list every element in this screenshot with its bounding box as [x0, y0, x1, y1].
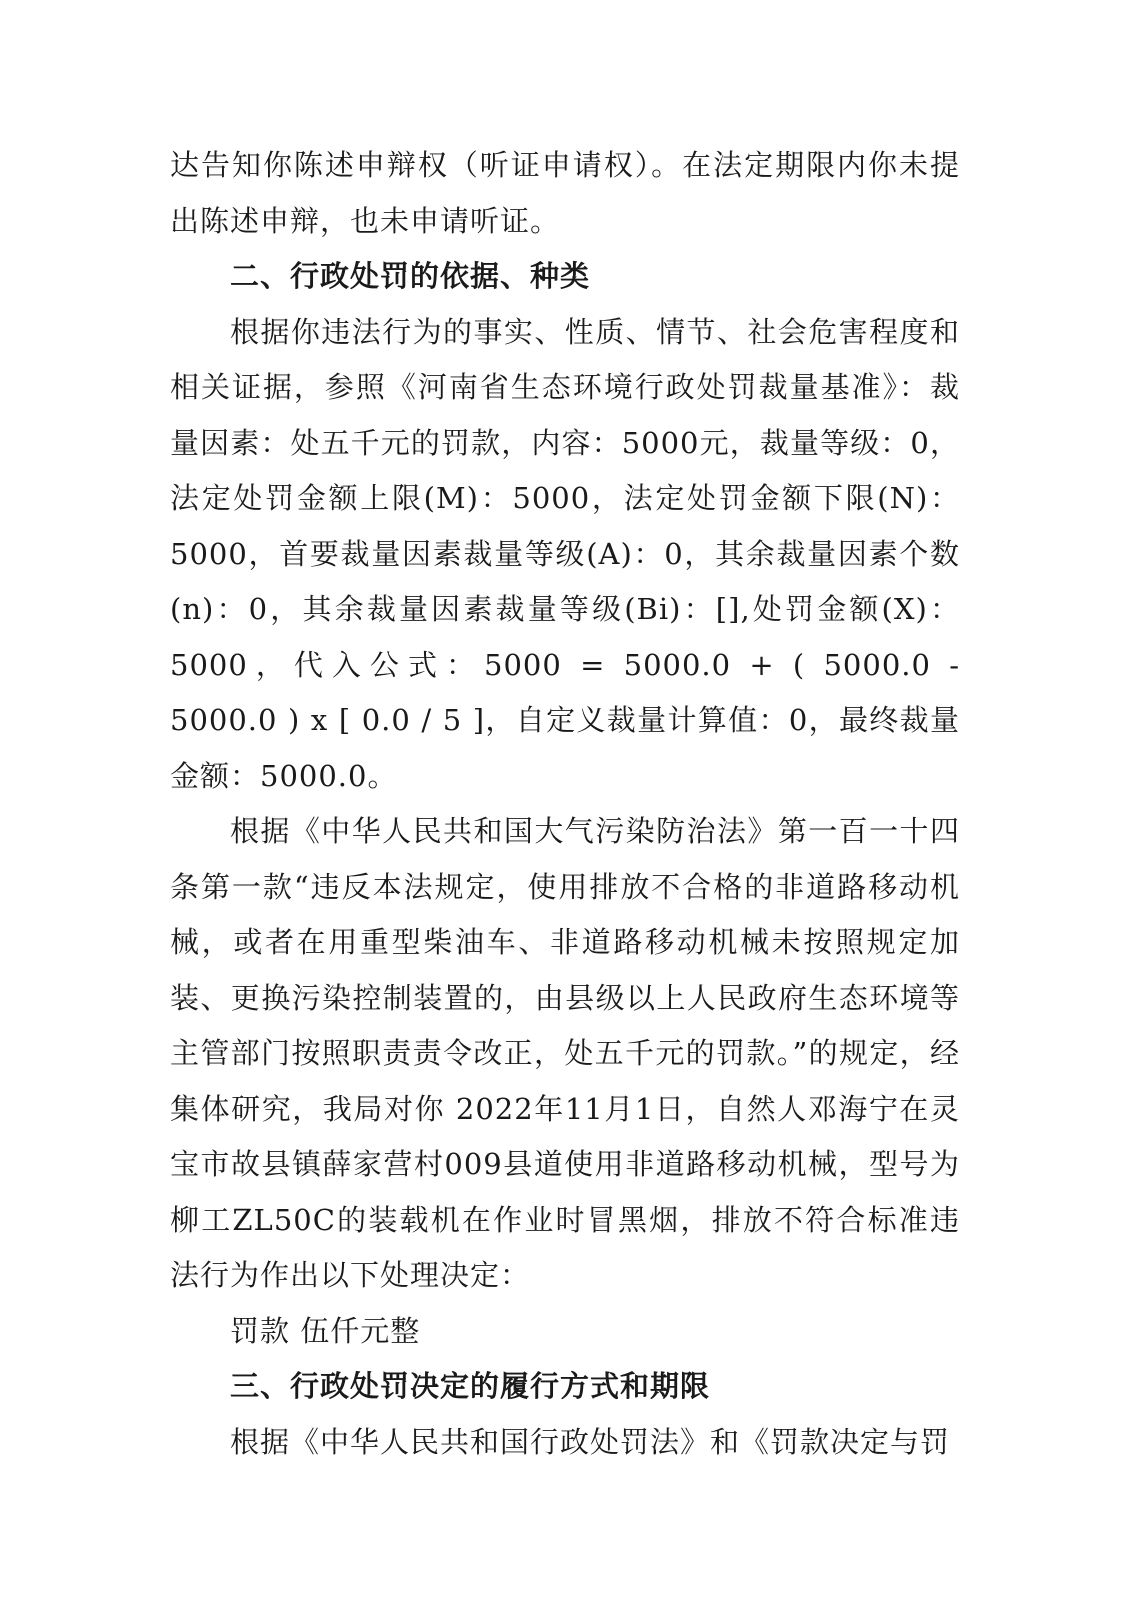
- penalty-amount-line: 罚款 伍仟元整: [230, 1313, 421, 1348]
- document-body: [170, 138, 960, 1470]
- paragraph-discretion-calculation: 根据你违法行为的事实、性质、情节、社会危害程度和相关证据，参照《河南省生态环境行政处罚裁量基准》：裁量因素：处五千元的罚款，内容：5000元，裁量等级：0，法定处罚金额上限(M)：5000，法定处罚金额下限(N)：5000，首要裁量因素裁量等级(A)：0，其余裁量因素个数(n)：0，其余裁量因素裁量等级(Bi)：[],处罚金额(X)：5000，代入公式：5000 = 5000.0 + ( 5000.0 - 5000.0 ) x [ 0.0 / 5 ]，自定义裁量计算值：0，最终裁量金额：5000.0。: [170, 314, 960, 793]
- paragraph-legal-basis: 根据《中华人民共和国大气污染防治法》第一百一十四条第一款“违反本法规定，使用排放不合格的非道路移动机械，或者在用重型柴油车、非道路移动机械未按照规定加装、更换污染控制装置的，由县级以上人民政府生态环境等主管部门按照职责责令改正，处五千元的罚款。”的规定，经集体研究，我局对你 2022年11月1日，自然人邓海宁在灵宝市故县镇薛家营村009县道使用非道路移动机械，型号为柳工ZL50C的装载机在作业时冒黑烟，排放不符合标准违法行为作出以下处理决定：: [170, 814, 960, 1292]
- paragraph-performance-method: 根据《中华人民共和国行政处罚法》和《罚款决定与罚: [230, 1424, 951, 1459]
- paragraph-hearing-notice: 达告知你陈述申辩权（听证申请权）。在法定期限内你未提出陈述申辩，也未申请听证。: [170, 148, 960, 238]
- section-heading-performance: 三、行政处罚决定的履行方式和期限: [230, 1369, 711, 1403]
- section-heading-basis: 二、行政处罚的依据、种类: [230, 259, 591, 293]
